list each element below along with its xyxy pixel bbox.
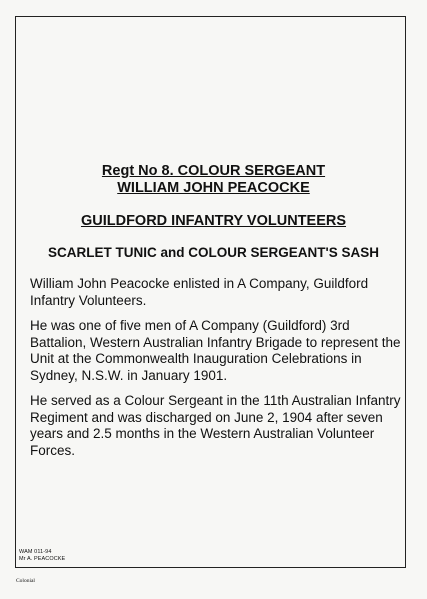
paragraph-celebrations: He was one of five men of A Company (Guildford) 3rd Battalion, Western Australian Infantry Brigade to represent the Unit at the Commonwealth Inauguration Celebrations in Sydney, N.S.W. in January 1901. <box>30 318 401 383</box>
soldier-name-heading <box>0 180 427 197</box>
unit-heading <box>0 213 427 230</box>
footer-label: Colonial <box>16 578 35 584</box>
item-heading-text: SCARLET TUNIC and COLOUR SERGEANT'S SASH <box>48 245 379 260</box>
regiment-heading-text: Regt No 8. COLOUR SERGEANT <box>101 163 326 179</box>
reference-code: WAM 011-94 <box>19 549 52 555</box>
unit-heading-text: GUILDFORD INFANTRY VOLUNTEERS <box>80 213 347 229</box>
soldier-name-text: WILLIAM JOHN PEACOCKE <box>117 180 310 196</box>
regiment-heading <box>0 163 427 180</box>
paragraph-enlistment: William John Peacocke enlisted in A Company, Guildford Infantry Volunteers. <box>30 276 369 308</box>
item-heading <box>0 244 427 261</box>
reference-donor: Mr A. PEACOCKE <box>19 556 66 562</box>
paragraph-service: He served as a Colour Sergeant in the 11th Australian Infantry Regiment and was discharged on June 2, 1904 after seven years and 2.5 months in the Western Australian Volunteer Forces. <box>30 393 401 458</box>
